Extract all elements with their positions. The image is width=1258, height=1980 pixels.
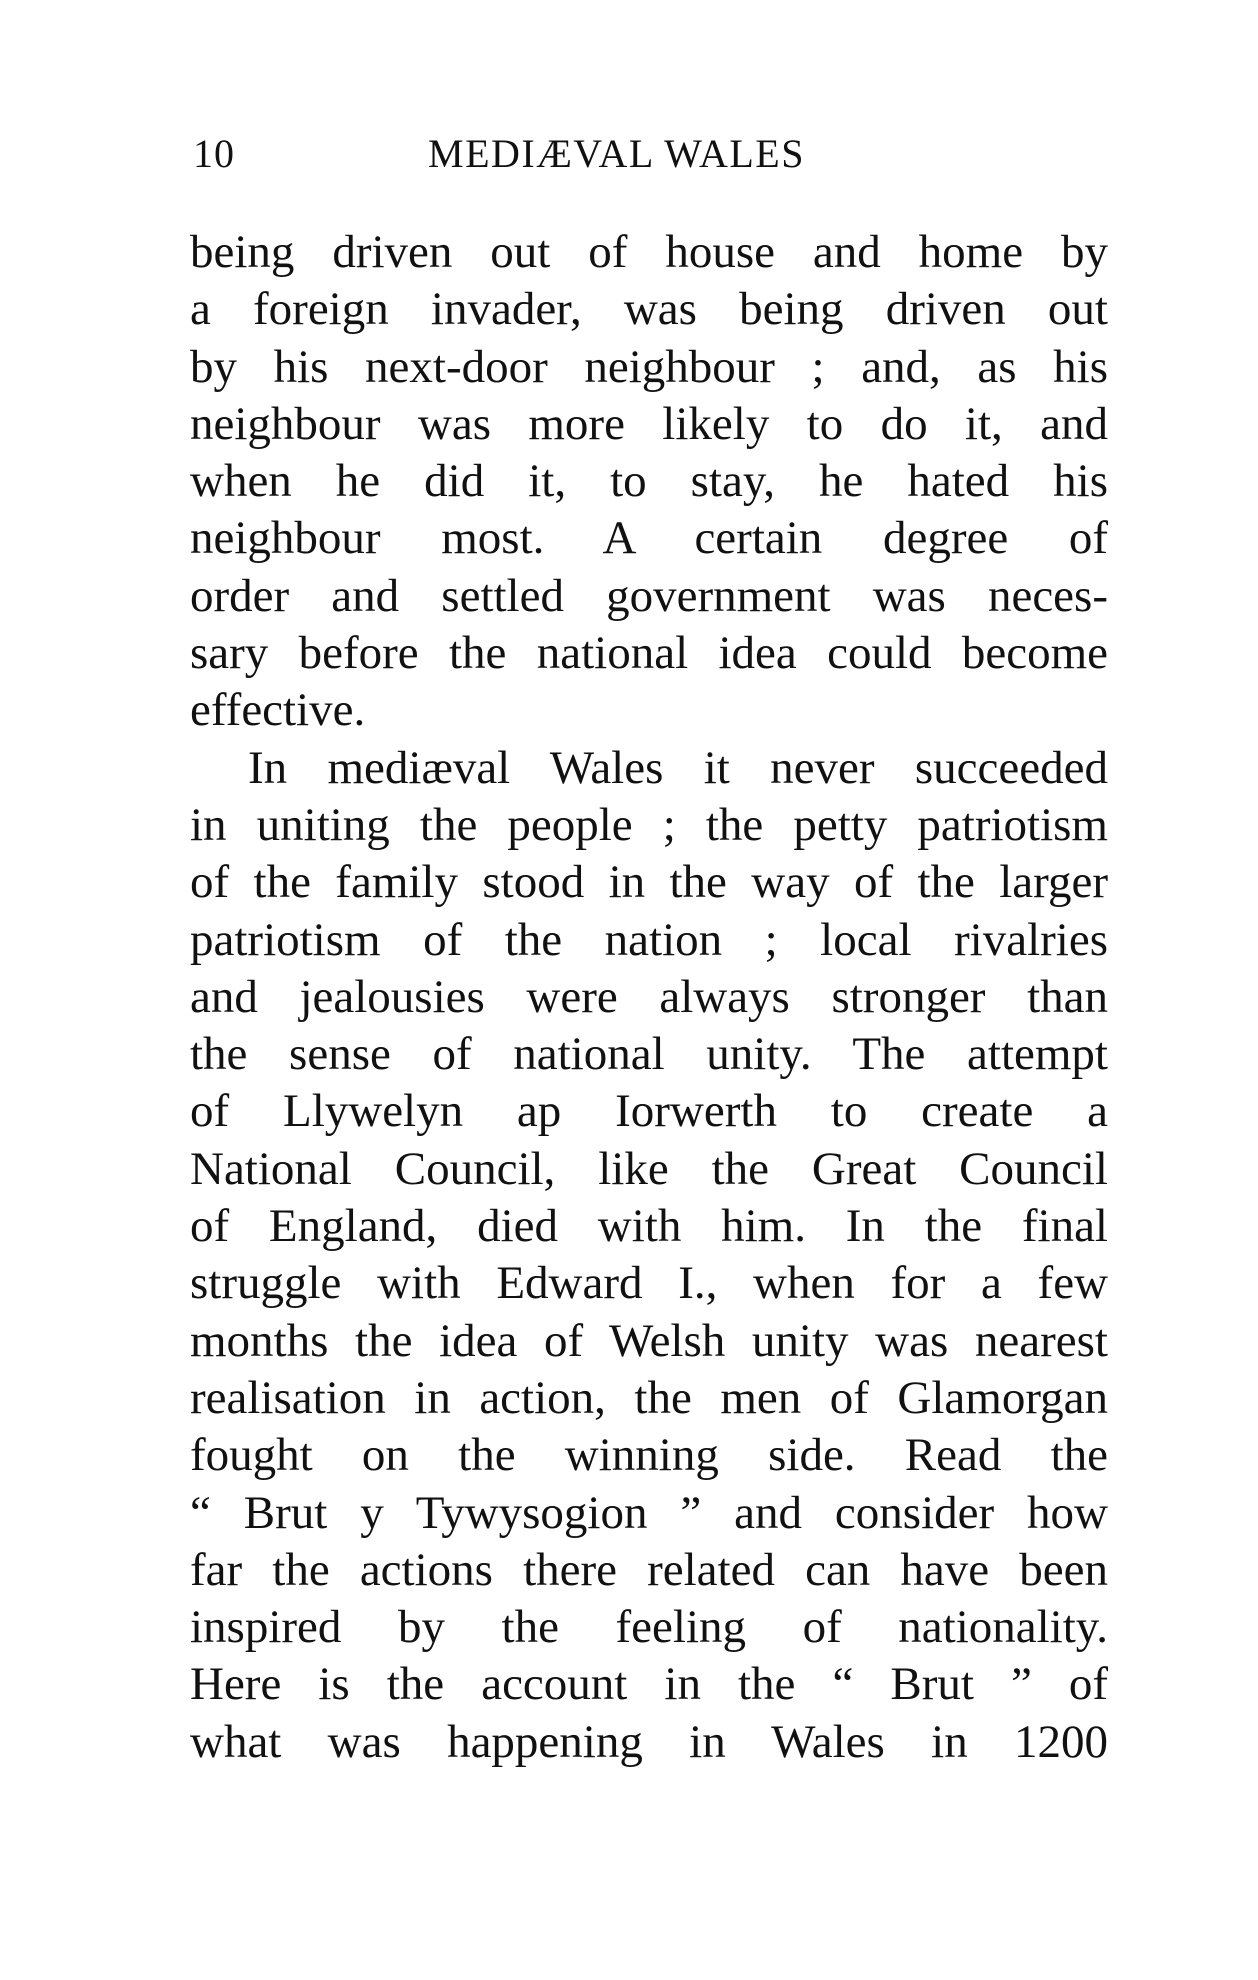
text-line: neighbour was more likely to do it, and bbox=[190, 397, 1108, 450]
text-line: sary before the national idea could become bbox=[190, 627, 1108, 680]
text-line: the sense of national unity. The attempt bbox=[190, 1028, 1108, 1081]
text-line: realisation in action, the men of Glamorgan bbox=[190, 1371, 1108, 1424]
text-line: months the idea of Welsh unity was nearest bbox=[190, 1314, 1108, 1367]
text-line: a foreign invader, was being driven out bbox=[190, 283, 1108, 336]
text-line: of Llywelyn ap Iorwerth to create a bbox=[190, 1085, 1108, 1138]
paragraph-end-line: effective. bbox=[190, 684, 366, 737]
page-number: 10 bbox=[193, 131, 235, 176]
text-line: patriotism of the nation ; local rivalries bbox=[190, 913, 1108, 966]
text-line: of the family stood in the way of the larger bbox=[190, 856, 1108, 909]
page-header bbox=[193, 130, 1108, 180]
text-line: neighbour most. A certain degree of bbox=[190, 512, 1108, 565]
text-line: what was happening in Wales in 1200 bbox=[190, 1715, 1108, 1768]
text-line: being driven out of house and home by bbox=[190, 226, 1108, 278]
paragraph-start-line: In mediæval Wales it never succeeded bbox=[248, 741, 1108, 794]
text-line: of England, died with him. In the final bbox=[190, 1200, 1108, 1253]
text-line: by his next-door neighbour ; and, as his bbox=[190, 340, 1108, 393]
text-line: fought on the winning side. Read the bbox=[190, 1429, 1108, 1482]
text-line: order and settled government was neces- bbox=[190, 569, 1108, 622]
body-text bbox=[190, 224, 1108, 1771]
text-line: and jealousies were always stronger than bbox=[190, 970, 1108, 1023]
text-line: far the actions there related can have been bbox=[190, 1543, 1108, 1596]
text-line: National Council, like the Great Council bbox=[190, 1142, 1108, 1195]
text-line: in uniting the people ; the petty patriotism bbox=[190, 798, 1108, 851]
text-line: Here is the account in the “ Brut ” of bbox=[190, 1658, 1108, 1711]
text-line: “ Brut y Tywysogion ” and consider how bbox=[190, 1486, 1108, 1539]
running-title: MEDIÆVAL WALES bbox=[428, 131, 805, 176]
text-line: struggle with Edward I., when for a few bbox=[190, 1257, 1108, 1310]
text-line: inspired by the feeling of nationality. bbox=[190, 1601, 1108, 1654]
text-line: when he did it, to stay, he hated his bbox=[190, 455, 1108, 508]
